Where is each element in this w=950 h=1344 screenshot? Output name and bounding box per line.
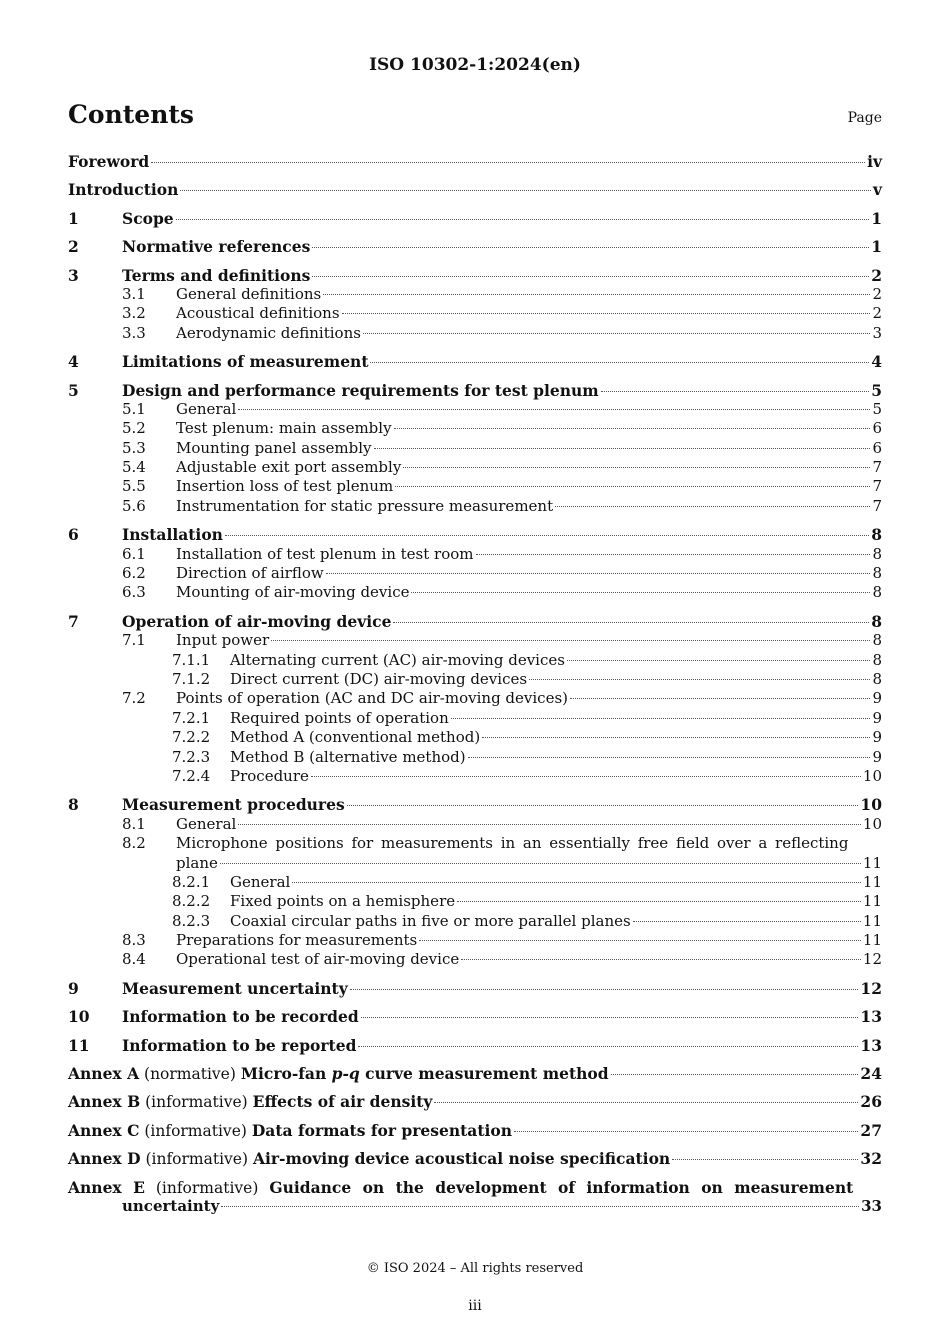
toc-entry[interactable] [68,728,882,747]
toc-page-number: 5 [872,399,882,418]
toc-entry[interactable] [68,352,882,371]
toc-entry-title: Procedure [230,766,309,785]
toc-page-number: 12 [862,950,882,969]
toc-entry[interactable] [68,545,882,564]
toc-entry[interactable] [68,892,882,911]
toc-entry-number: 7.2 [122,689,146,708]
toc-page-number: 6 [872,438,882,457]
toc-entry-title: Preparations for measurements [176,931,418,950]
toc-page-number: 4 [871,352,882,372]
toc-entry[interactable] [68,912,882,931]
toc-entry-number: 7.2.3 [172,747,211,766]
toc-entry-number: 4 [68,352,79,372]
toc-entry-title: Required points of operation [230,708,449,727]
toc-entry[interactable] [68,266,882,285]
toc-entry-title: General [176,399,237,418]
dot-leader [342,313,871,314]
toc-entry[interactable] [68,651,882,670]
dot-leader [363,333,871,334]
dot-leader [238,824,861,825]
toc-page-number: 9 [872,689,882,708]
toc-entry-title: Air-moving device acoustical noise specification [252,1149,671,1169]
toc-entry-title: plane [176,853,218,872]
toc-page-number: 24 [860,1064,882,1084]
toc-annex-row[interactable] [68,1149,882,1168]
toc-entry[interactable] [68,564,882,583]
dot-leader [176,219,870,220]
page-number: iii [468,1298,482,1314]
toc-page-number: 2 [871,265,882,285]
toc-entry[interactable] [68,458,882,477]
dot-leader [326,573,871,574]
toc-entry-title: Scope [122,208,174,228]
toc-page-number: 9 [872,728,882,747]
toc-entry-number: 6.3 [122,583,146,602]
dot-leader [393,622,869,623]
toc-page-number: 11 [862,853,882,872]
toc-entry[interactable] [68,237,882,256]
toc-page-number: 8 [872,631,882,650]
toc-entry-continuation [68,854,882,873]
toc-entry-title-group [68,1064,609,1084]
toc-entry-number: 7 [68,611,79,631]
toc-entry-number: 5.2 [122,419,146,438]
toc-entry[interactable] [68,815,882,834]
dot-leader [601,391,870,392]
toc-entry-title: curve measurement method [359,1064,609,1084]
toc-annex-row[interactable] [68,1092,882,1111]
toc-page-number: 8 [871,611,882,631]
toc-entry-title: Micro-fan [240,1064,332,1084]
toc-page-number: 32 [860,1149,882,1169]
toc-entry[interactable] [68,1007,882,1026]
dot-leader [457,901,861,902]
toc-entry-number: 5.4 [122,458,146,477]
toc-entry-title: Mounting of air-moving device [176,583,410,602]
dot-leader [312,276,869,277]
toc-entry-number: 8.2.2 [172,892,211,911]
page-column-label: Page [847,110,882,126]
toc-entry-number: 5 [68,380,79,400]
toc-page-number: 7 [872,458,882,477]
toc-entry[interactable] [68,324,882,343]
dot-leader [374,448,871,449]
toc-page-number: iv [867,152,882,171]
dot-leader [434,1102,858,1103]
dot-leader [672,1159,858,1160]
annex-label: Annex B [68,1092,141,1112]
dot-leader [358,1046,858,1047]
document-header: ISO 10302-1:2024(en) [369,55,581,75]
toc-entry-number: 8.1 [122,814,146,833]
toc-page-number: 13 [860,1035,882,1055]
toc-page-number: 10 [862,814,882,833]
toc-page-number: 1 [871,208,882,228]
toc-entry-title: Design and performance requirements for test plenum [122,380,599,400]
toc-page-number: 2 [872,284,882,303]
toc-entry-number: 7.2.2 [172,728,211,747]
dot-leader [567,660,871,661]
toc-entry[interactable] [68,152,882,171]
toc-entry-title: Fixed points on a hemisphere [230,892,456,911]
toc-entry-title: Adjustable exit port assembly [176,458,402,477]
dot-leader [323,294,870,295]
page-title: Contents [68,100,195,129]
toc-entry-title: Coaxial circular paths in five or more parallel planes [230,911,631,930]
dot-leader [361,1017,859,1018]
toc-entry-number: 5.3 [122,438,146,457]
toc-entry-title: Installation of test plenum in test room [176,544,474,563]
toc-entry[interactable] [68,304,882,323]
toc-page-number: 1 [871,237,882,257]
toc-entry-number: 11 [68,1035,90,1055]
annex-label: Annex A [68,1064,140,1084]
toc-entry[interactable] [68,583,882,602]
toc-page-number: 11 [862,931,882,950]
dot-leader [461,959,861,960]
dot-leader [180,190,871,191]
toc-page-number: 27 [860,1120,882,1140]
toc-entry-number: 5.1 [122,399,146,418]
toc-entry-title: Acoustical definitions [176,304,340,323]
dot-leader [451,718,871,719]
toc-annex-row[interactable] [68,1064,882,1083]
dot-leader [312,247,869,248]
dot-leader [514,1131,858,1132]
toc-entry[interactable] [68,670,882,689]
toc-entry[interactable] [68,709,882,728]
annex-kind: (informative) [145,1150,249,1169]
toc-entry-title: Foreword [68,152,150,171]
toc-entry-title: Aerodynamic definitions [176,323,361,342]
toc-entry[interactable] [68,497,882,516]
annex-kind: (normative) [144,1065,236,1084]
toc-page-number: v [872,180,882,200]
toc-entry[interactable] [68,180,882,199]
dot-leader [225,535,869,536]
toc-entry[interactable] [68,1036,882,1055]
toc-entry[interactable] [68,400,882,419]
toc-entry-title: General [230,872,291,891]
dot-leader [411,592,870,593]
toc-entry-title: Data formats for presentation [251,1120,512,1140]
dot-leader [292,882,861,883]
toc-entry[interactable] [68,285,882,304]
toc-entry-number: 7.2.4 [172,766,211,785]
toc-page-number: 8 [871,525,882,545]
toc-entry-title: Information to be recorded [122,1007,359,1027]
toc-page-number: 9 [872,708,882,727]
dot-leader [570,698,870,699]
toc-entry-title: Method A (conventional method) [230,728,481,747]
toc-entry-number: 8.2.3 [172,911,211,930]
toc-entry[interactable] [68,748,882,767]
toc-entry-number: 7.1 [122,631,146,650]
dot-leader [611,1074,859,1075]
toc-entry[interactable] [68,439,882,458]
toc-entry-number: 7.1.1 [172,650,211,669]
toc-page-number: 10 [862,766,882,785]
toc-entry-number: 3.3 [122,323,146,342]
toc-entry-title: uncertainty [122,1196,220,1215]
toc-entry-title-group [68,1092,432,1112]
toc-entry[interactable] [68,834,882,853]
toc-entry-number: 9 [68,978,79,998]
toc-annex-row[interactable] [68,1121,882,1140]
toc-page-number: 5 [871,380,882,400]
toc-entry[interactable] [68,381,882,400]
toc-page-number: 11 [862,872,882,891]
toc-entry-title: Instrumentation for static pressure measurement [176,496,554,515]
toc-entry-number: 6.2 [122,564,146,583]
toc-page-number: 8 [872,583,882,602]
toc-entry-number: 8.2.1 [172,872,211,891]
toc-page-number: 11 [862,911,882,930]
toc-entry-title: Method B (alternative method) [230,747,466,766]
toc-page-number: 6 [872,419,882,438]
toc-entry-title: Operation of air-moving device [122,611,392,631]
toc-page-number: 11 [862,892,882,911]
toc-entry-title: Direct current (DC) air-moving devices [230,669,528,688]
toc-entry-title: Input power [176,631,270,650]
toc-annex-row[interactable] [68,1178,882,1197]
toc-entry[interactable] [68,477,882,496]
toc-page-number: 8 [872,650,882,669]
toc-entry-title: Information to be reported [122,1035,357,1055]
toc-page-number: 7 [872,477,882,496]
annex-kind: (informative) [145,1093,248,1112]
dot-leader [311,776,861,777]
toc-page-number: 8 [872,564,882,583]
toc-entry[interactable] [68,612,882,631]
dot-leader [347,805,859,806]
annex-kind: (informative) [155,1178,259,1197]
toc-entry-number: 2 [68,237,79,257]
toc-page-number: 10 [860,795,882,815]
toc-entry[interactable] [68,525,882,544]
toc-entry[interactable] [68,950,882,969]
toc-entry[interactable] [68,689,882,708]
toc-page-number: 13 [860,1007,882,1027]
toc-entry[interactable] [68,979,882,998]
table-of-contents [68,152,882,1216]
toc-page-number: 2 [872,304,882,323]
toc-page-number: 33 [861,1196,882,1215]
toc-entry-number: 6 [68,525,79,545]
toc-entry-title: Measurement uncertainty [122,978,348,998]
toc-entry-title: Operational test of air-moving device [176,950,460,969]
toc-entry-title: General definitions [176,284,322,303]
toc-entry-title: General [176,814,237,833]
dot-leader [221,1206,859,1207]
toc-page-number: 8 [872,669,882,688]
toc-entry-number: 3.1 [122,284,146,303]
toc-entry[interactable] [68,631,882,650]
annex-label: Annex C [68,1120,140,1140]
toc-entry-number: 10 [68,1007,90,1027]
copyright-footer: © ISO 2024 – All rights reserved [366,1261,584,1276]
dot-leader [529,679,870,680]
toc-entry[interactable] [68,873,882,892]
dot-leader [403,467,870,468]
toc-page-number: 12 [860,978,882,998]
toc-entry-number: 3 [68,265,79,285]
toc-entry-title: Microphone positions for measurements in an essentially free field over a reflecting [176,834,849,853]
toc-entry-title: Alternating current (AC) air-moving devices [230,650,565,669]
toc-entry-number: 8.3 [122,931,146,950]
toc-entry-title-group [68,1149,670,1169]
toc-entry-number: 8 [68,795,79,815]
dot-leader [633,921,861,922]
dot-leader [555,506,870,507]
toc-page-number: 26 [860,1092,882,1112]
toc-entry-title: Points of operation (AC and DC air-moving devices) [176,689,569,708]
toc-entry-title: Terms and definitions [122,265,311,285]
toc-entry[interactable] [68,767,882,786]
toc-entry[interactable] [68,931,882,950]
dot-leader [395,486,870,487]
toc-entry-title: Measurement procedures [122,795,345,815]
toc-entry-number: 7.2.1 [172,708,211,727]
toc-entry-title: Introduction [68,180,179,200]
toc-entry-number: 6.1 [122,544,146,563]
toc-entry-number: 5.5 [122,477,146,496]
toc-entry-title: Normative references [122,237,311,257]
toc-entry-number: 3.2 [122,304,146,323]
toc-entry-title: Direction of airflow [176,564,324,583]
toc-entry[interactable] [68,419,882,438]
toc-entry-title: Effects of air density [252,1092,433,1112]
annex-kind: (informative) [144,1121,247,1140]
dot-leader [271,640,870,641]
toc-entry-title: Insertion loss of test plenum [176,477,394,496]
dot-leader [476,554,871,555]
toc-entry-title: Installation [122,525,223,545]
dot-leader [419,940,861,941]
toc-entry-number: 1 [68,208,79,228]
toc-annex-continuation [68,1197,882,1216]
toc-entry[interactable] [68,209,882,228]
annex-label: Annex E [68,1177,145,1197]
toc-entry-title: Limitations of measurement [122,352,369,372]
toc-entry-title-group [68,1121,512,1141]
dot-leader [350,989,859,990]
toc-entry-number: 8.4 [122,950,146,969]
toc-page-number: 3 [872,323,882,342]
italic-symbol: p-q [331,1064,360,1084]
toc-entry-title: Mounting panel assembly [176,438,372,457]
toc-page-number: 7 [872,496,882,515]
dot-leader [468,757,871,758]
toc-page-number: 8 [872,544,882,563]
toc-entry-title: Test plenum: main assembly [176,419,392,438]
dot-leader [238,409,870,410]
toc-entry-number: 8.2 [122,834,146,853]
dot-leader [394,428,871,429]
toc-entry-title: Guidance on the development of information on measurement [269,1177,854,1197]
toc-page-number: 9 [872,747,882,766]
annex-label: Annex D [68,1149,141,1169]
dot-leader [370,362,869,363]
dot-leader [220,863,861,864]
toc-entry-number: 7.1.2 [172,669,211,688]
dot-leader [482,737,870,738]
toc-entry-number: 5.6 [122,496,146,515]
toc-entry[interactable] [68,795,882,814]
dot-leader [151,162,865,163]
